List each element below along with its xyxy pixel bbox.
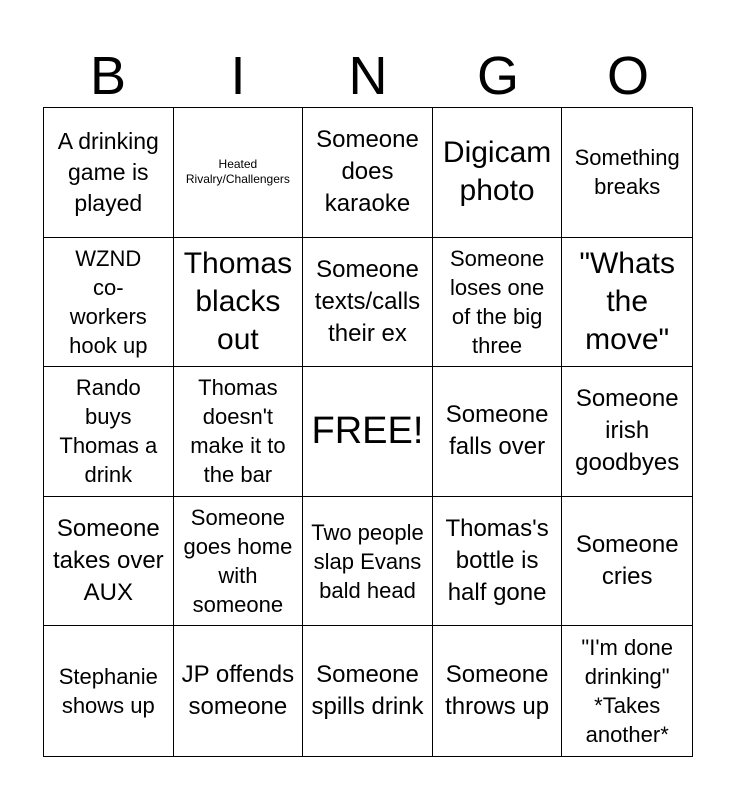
cell-text: Two people slap Evans bald head <box>311 519 424 603</box>
header-letter-b: B <box>89 46 127 106</box>
cell-text: Someone falls over <box>445 401 549 461</box>
bingo-cell[interactable] <box>44 497 174 627</box>
cell-text: Heated Rivalry/Challengers <box>185 157 290 187</box>
cell-text: Someone irish goodbyes <box>575 385 680 477</box>
cell-text: Someone texts/calls their ex <box>314 255 421 347</box>
bingo-cell[interactable] <box>562 626 692 756</box>
bingo-cell[interactable] <box>44 626 174 756</box>
bingo-cell[interactable] <box>433 108 563 238</box>
cell-text: Someone throws up <box>445 661 550 721</box>
cell-text: Someone cries <box>575 531 679 591</box>
cell-text: Something breaks <box>574 145 680 200</box>
bingo-cell[interactable] <box>562 238 692 368</box>
cell-text: Someone spills drink <box>311 661 424 721</box>
cell-text: Thomas blacks out <box>183 246 293 356</box>
free-space[interactable] <box>303 367 433 497</box>
cell-text: A drinking game is played <box>57 127 159 216</box>
cell-text: WZND co-workers hook up <box>69 245 148 358</box>
bingo-cell[interactable] <box>44 108 174 238</box>
cell-text: Digicam photo <box>442 136 552 208</box>
cell-text: Someone loses one of the big three <box>450 245 545 358</box>
bingo-cell[interactable] <box>303 108 433 238</box>
bingo-cell[interactable] <box>433 497 563 627</box>
bingo-cell[interactable] <box>562 367 692 497</box>
bingo-cell[interactable] <box>433 238 563 368</box>
bingo-cell[interactable] <box>433 626 563 756</box>
bingo-cell[interactable] <box>174 367 304 497</box>
bingo-cell[interactable] <box>174 497 304 627</box>
cell-text: Someone goes home with someone <box>183 505 293 618</box>
bingo-cell[interactable] <box>174 108 304 238</box>
bingo-cell[interactable] <box>562 497 692 627</box>
cell-text: Thomas doesn't make it to the bar <box>190 375 286 488</box>
cell-text: Rando buys Thomas a drink <box>59 375 158 488</box>
bingo-cell[interactable] <box>44 367 174 497</box>
cell-text: FREE! <box>311 410 424 453</box>
cell-text: Thomas's bottle is half gone <box>445 515 549 607</box>
bingo-header <box>43 46 693 106</box>
header-letter-i: I <box>230 46 246 106</box>
cell-text: JP offends someone <box>181 661 295 721</box>
bingo-cell[interactable] <box>562 108 692 238</box>
bingo-cell[interactable] <box>44 238 174 368</box>
header-letter-g: G <box>476 46 519 106</box>
cell-text: Someone takes over AUX <box>52 515 164 607</box>
cell-text: Someone does karaoke <box>316 126 419 218</box>
cell-text: Stephanie shows up <box>58 664 158 719</box>
cell-text: "Whats the move" <box>579 246 676 356</box>
bingo-cell[interactable] <box>174 626 304 756</box>
bingo-cell[interactable] <box>303 497 433 627</box>
header-letter-o: O <box>606 46 649 106</box>
header-letter-n: N <box>348 46 388 106</box>
bingo-board <box>43 107 693 757</box>
bingo-cell[interactable] <box>303 626 433 756</box>
bingo-cell[interactable] <box>433 367 563 497</box>
cell-text: "I'm done drinking" *Takes another* <box>581 635 673 748</box>
bingo-cell[interactable] <box>303 238 433 368</box>
bingo-cell[interactable] <box>174 238 304 368</box>
